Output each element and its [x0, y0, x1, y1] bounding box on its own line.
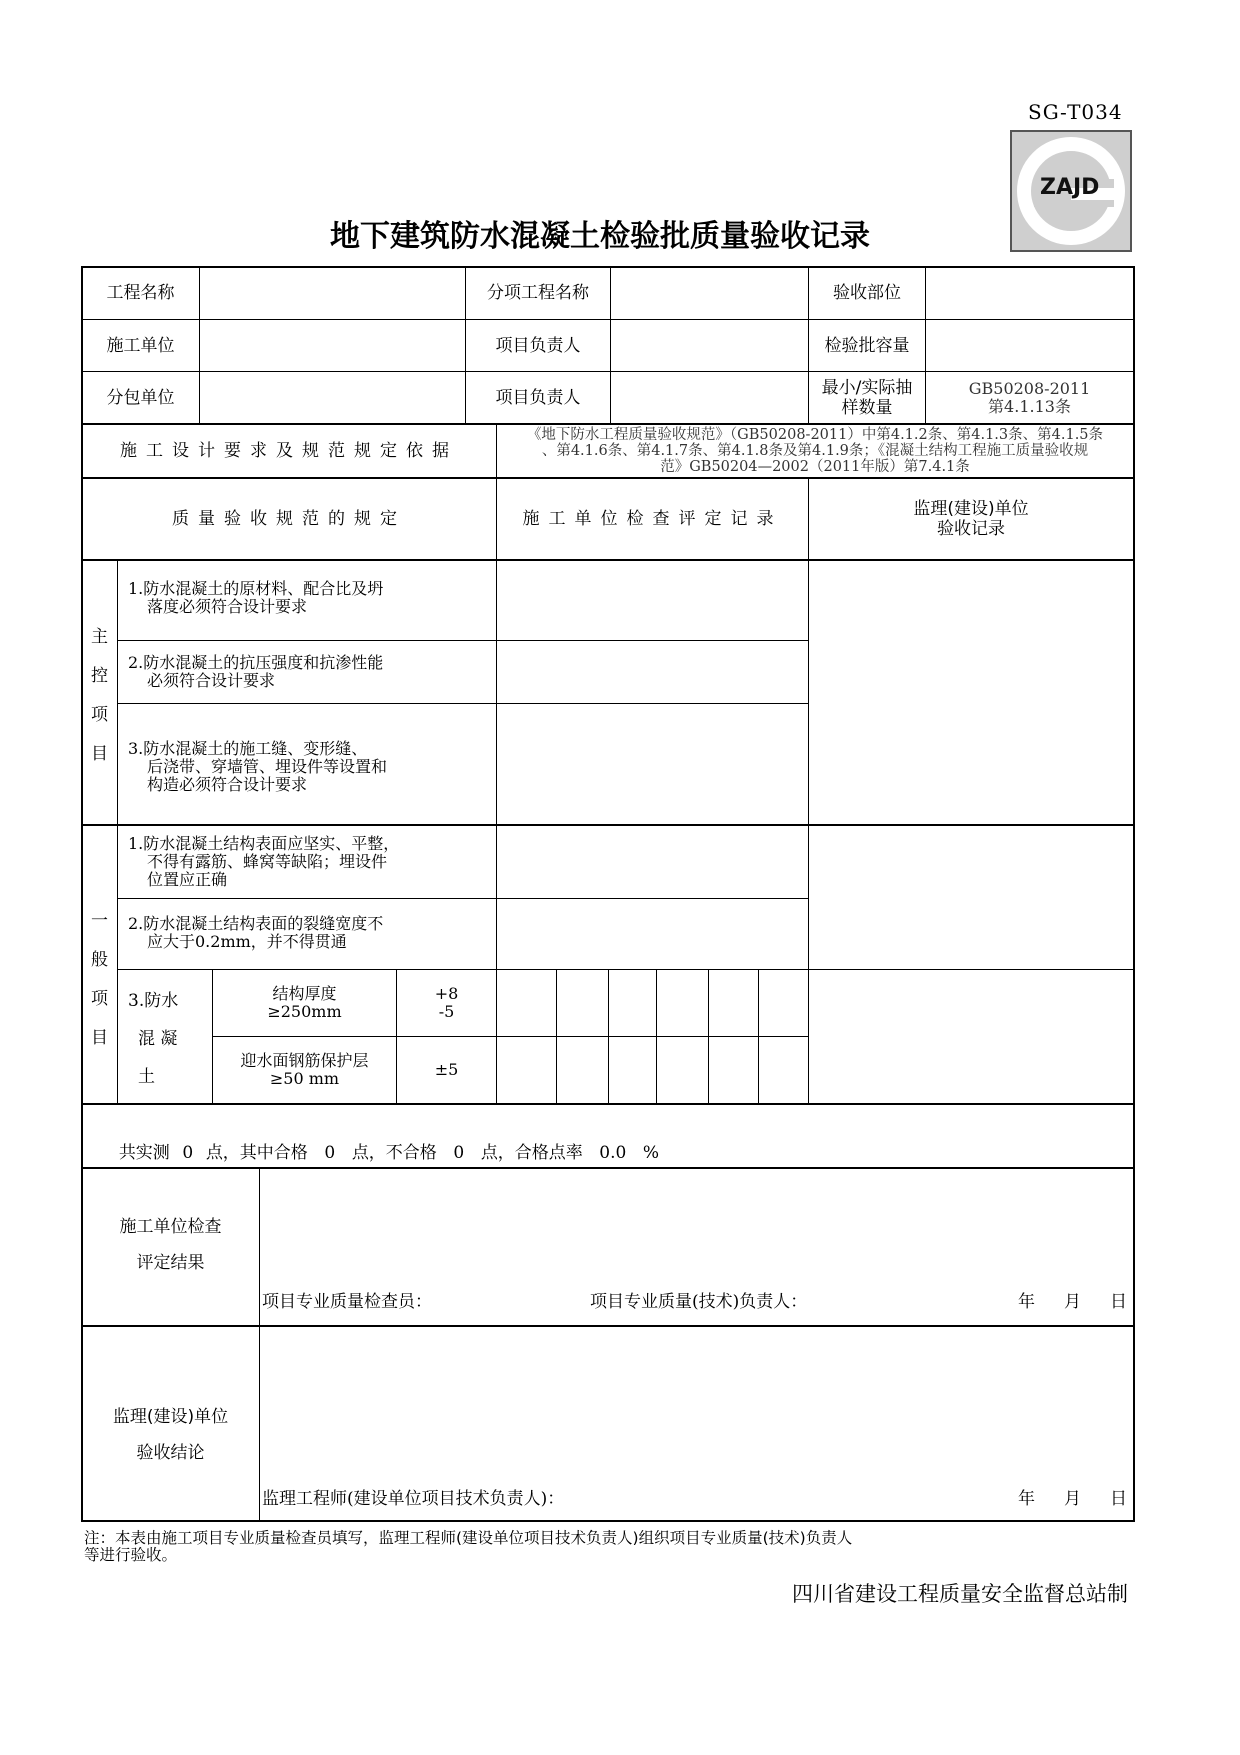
- main-label-char: 控: [91, 665, 108, 686]
- supervisor-header-line2: 验收记录: [937, 519, 1005, 539]
- summary-text: 点，合格点率: [480, 1143, 583, 1163]
- basis-label: 施工设计要求及规范规定依据: [120, 441, 458, 461]
- sub-manager-field[interactable]: [611, 372, 808, 423]
- cover-name-line1: 迎水面钢筋保护层: [240, 1051, 369, 1070]
- summary-rate[interactable]: 0.0: [599, 1143, 627, 1163]
- summary-text: 点，不合格: [351, 1143, 437, 1163]
- general-item-2-line1: 2.防水混凝土结构表面的裂缝宽度不: [128, 914, 384, 933]
- sub-project-field[interactable]: [611, 267, 808, 319]
- basis-line2: 、第4.1.6条、第4.1.7条、第4.1.8条及第4.1.9条；《混凝土结构工程施工质量验收规: [541, 443, 1089, 459]
- cover-name: [213, 1037, 396, 1103]
- main-item-3-line3: 构造必须符合设计要求: [147, 775, 308, 794]
- general-item-1: [128, 835, 399, 889]
- contractor-date[interactable]: 年 月 日: [1018, 1292, 1133, 1312]
- contractor-field[interactable]: [200, 320, 465, 371]
- footer-issuer: 四川省建设工程质量安全监督总站制: [792, 1582, 1128, 1606]
- project-name-field[interactable]: [200, 267, 465, 319]
- inspector-signature[interactable]: 项目专业质量检查员：: [262, 1292, 432, 1312]
- sub-project-label: 分项工程名称: [487, 283, 589, 303]
- summary-fail[interactable]: 0: [453, 1143, 465, 1163]
- thickness-name: [213, 970, 396, 1036]
- basis-line3: 范》GB50204—2002（2011年版）第7.4.1条: [660, 459, 970, 475]
- sub-manager-label: 项目负责人: [495, 387, 581, 408]
- contractor-result-line1: 施工单位检查: [119, 1217, 222, 1237]
- cover-tolerance: ±5: [434, 1060, 459, 1079]
- sampling-label-line2: 样数量: [841, 397, 893, 418]
- contractor-result-label: [82, 1200, 259, 1290]
- contractor-label: 施工单位: [106, 335, 175, 356]
- page-title: 地下建筑防水混凝土检验批质量验收记录: [330, 219, 870, 254]
- supervisor-result-label: [82, 1390, 259, 1480]
- thickness-tol-minus: -5: [438, 1002, 455, 1021]
- sampling-label-line1: 最小/实际抽: [821, 377, 913, 398]
- main-item-3-line1: 3.防水混凝土的施工缝、变形缝、: [128, 739, 368, 758]
- spec-column-header: 质量验收规范的规定: [172, 509, 406, 529]
- general-label-char: 目: [91, 1028, 108, 1048]
- thickness-tolerance: [397, 970, 496, 1036]
- supervisor-result-line1: 监理(建设)单位: [112, 1407, 229, 1427]
- contractor-record-header: 施工单位检查评定记录: [522, 509, 783, 529]
- main-item-2-line1: 2.防水混凝土的抗压强度和抗渗性能: [128, 653, 384, 672]
- summary-text: 共实测: [118, 1143, 170, 1163]
- supervisor-record-header: [809, 479, 1133, 559]
- main-items-label: [82, 561, 117, 824]
- basis-text: [497, 425, 1133, 477]
- acceptance-part-field[interactable]: [926, 267, 1133, 319]
- summary-pass[interactable]: 0: [324, 1143, 336, 1163]
- sampling-label: [809, 372, 925, 423]
- batch-capacity-field[interactable]: [926, 320, 1133, 371]
- basis-line1: 《地下防水工程质量验收规范》（GB50208-2011）中第4.1.2条、第4.1.3条、第4.1.5条: [526, 427, 1104, 443]
- main-label-char: 项: [91, 704, 108, 725]
- batch-capacity-label: 检验批容量: [824, 335, 910, 356]
- main-item-1: [128, 580, 383, 616]
- summary-text: %: [642, 1143, 659, 1163]
- general-item-1-line1: 1.防水混凝土结构表面应坚实、平整，: [128, 834, 400, 853]
- project-manager-label: 项目负责人: [495, 335, 581, 356]
- general-item-3-label: [128, 982, 178, 1096]
- main-item-3-line2: 后浇带、穿墙管、埋设件等设置和: [147, 757, 388, 776]
- general-item-1-line2: 不得有露筋、蜂窝等缺陷；埋设件: [147, 852, 388, 871]
- sampling-value-line1: GB50208-2011: [968, 378, 1091, 398]
- supervisor-result-line2: 验收结论: [136, 1443, 205, 1463]
- supervisor-date[interactable]: 年 月 日: [1018, 1489, 1133, 1509]
- general-item-1-line3: 位置应正确: [147, 870, 228, 889]
- cover-name-line2: ≥50 mm: [269, 1069, 340, 1088]
- item3-label-line1: 3.防水: [128, 991, 179, 1011]
- general-label-char: 般: [91, 950, 108, 970]
- general-item-2: [128, 915, 383, 951]
- general-item-2-line2: 应大于0.2mm，并不得贯通: [147, 932, 347, 951]
- sampling-value: [926, 372, 1133, 423]
- thickness-name-line2: ≥250mm: [267, 1002, 342, 1021]
- logo-text: ZAJD: [1040, 175, 1100, 200]
- engineer-signature[interactable]: 监理工程师(建设单位项目技术负责人)：: [262, 1489, 565, 1509]
- summary-text: 点，其中合格: [205, 1143, 308, 1163]
- subcontractor-label: 分包单位: [106, 387, 175, 408]
- general-items-label: [82, 826, 117, 1104]
- subcontractor-field[interactable]: [200, 372, 465, 423]
- summary-line: [108, 1126, 659, 1162]
- form-code: SG-T034: [1028, 100, 1123, 124]
- note-line1: 注：本表由施工项目专业质量检查员填写，监理工程师(建设单位项目技术负责人)组织项目专业质量(技术)负责人: [84, 1529, 853, 1547]
- general-label-char: 一: [91, 911, 108, 931]
- main-item-1-line1: 1.防水混凝土的原材料、配合比及坍: [128, 579, 384, 598]
- main-label-char: 主: [91, 626, 108, 647]
- main-item-3: [128, 740, 387, 794]
- summary-total[interactable]: 0: [182, 1143, 194, 1163]
- note-line2: 等进行验收。: [84, 1546, 178, 1564]
- main-item-2: [128, 654, 383, 690]
- project-name-label: 工程名称: [106, 283, 175, 303]
- supervisor-header-line1: 监理(建设)单位: [913, 499, 1029, 519]
- item3-label-line2: 混 凝: [138, 1029, 178, 1049]
- item3-label-line3: 土: [138, 1067, 155, 1087]
- contractor-result-line2: 评定结果: [136, 1253, 205, 1273]
- sampling-value-line2: 第4.1.13条: [988, 396, 1071, 416]
- acceptance-part-label: 验收部位: [833, 283, 901, 303]
- project-manager-field[interactable]: [611, 320, 808, 371]
- main-label-char: 目: [91, 743, 108, 764]
- general-label-char: 项: [91, 989, 108, 1009]
- main-item-2-line2: 必须符合设计要求: [147, 671, 276, 690]
- note: [84, 1530, 852, 1564]
- thickness-tol-plus: +8: [434, 984, 459, 1003]
- thickness-name-line1: 结构厚度: [272, 984, 337, 1003]
- tech-lead-signature[interactable]: 项目专业质量(技术)负责人：: [590, 1292, 808, 1312]
- main-item-1-line2: 落度必须符合设计要求: [147, 597, 308, 616]
